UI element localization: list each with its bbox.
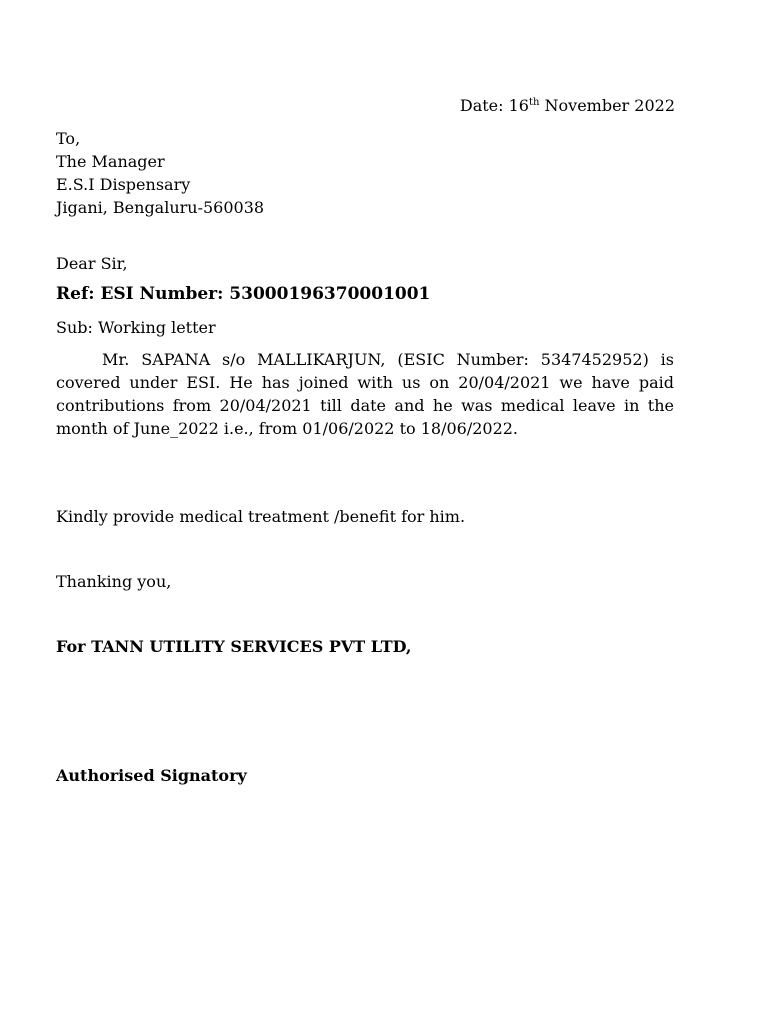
date-ordinal-suffix: th	[528, 97, 540, 108]
salutation: Dear Sir,	[56, 254, 128, 273]
body-text: Mr. SAPANA s/o MALLIKARJUN, (ESIC Number: 5347452952) is covered under ESI. He has joined with us on 20/04/2021 we have paid contributions from 20/04/2021 till date and he was medical leave in the month of June_2022 i.e., from 01/06/2022 to 18/06/2022.	[56, 350, 674, 438]
to-label: To,	[56, 129, 81, 148]
recipient-org: E.S.I Dispensary	[56, 175, 191, 194]
recipient-title: The Manager	[56, 152, 165, 171]
date-prefix: Date: 16	[459, 96, 529, 115]
company-line: For TANN UTILITY SERVICES PVT LTD,	[56, 637, 412, 656]
signatory-line: Authorised Signatory	[56, 766, 247, 785]
closing-line: Thanking you,	[56, 572, 172, 591]
subject-line: Sub: Working letter	[56, 318, 216, 337]
date-month-year: November 2022	[539, 96, 675, 115]
recipient-address: Jigani, Bengaluru-560038	[56, 198, 265, 217]
body-paragraph	[56, 348, 674, 440]
ref-line: Ref: ESI Number: 53000196370001001	[56, 284, 431, 304]
request-line: Kindly provide medical treatment /benefit for him.	[56, 507, 466, 526]
letter-date	[460, 94, 675, 117]
